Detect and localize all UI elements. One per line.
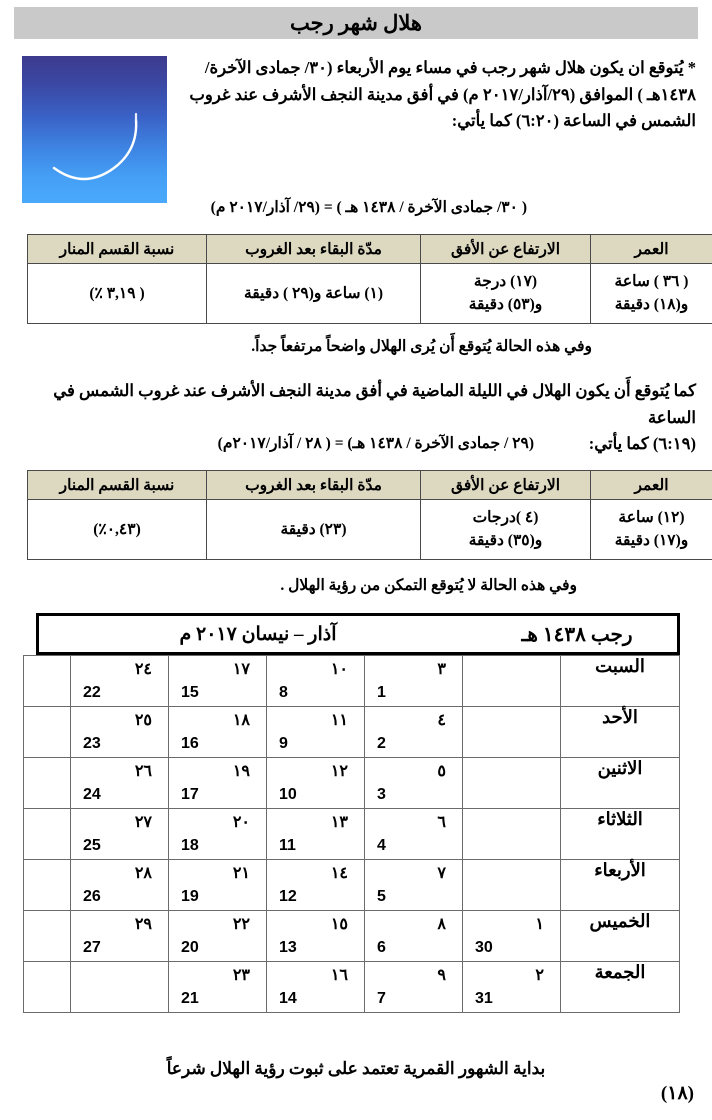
table-2-date-caption: (٢٩ / جمادى الآخرة / ١٤٣٨ هـ) = ( ٢٨ / آذار/٢٠١٧م) bbox=[217, 435, 534, 452]
visibility-note-primary: وفي هذه الحالة يُتوقع أَن يُرى الهلال واضحاً مرتفعاً جداً. bbox=[251, 338, 592, 355]
hijri-day-number: ١٧ bbox=[232, 661, 250, 678]
gregorian-day-number: 17 bbox=[181, 786, 199, 803]
gregorian-day-number: 21 bbox=[181, 990, 199, 1007]
calendar-date-cell[interactable] bbox=[169, 656, 267, 707]
calendar-date-cell[interactable] bbox=[365, 809, 463, 860]
column-header-illumination: نسبة القسم المنار bbox=[28, 235, 207, 264]
calendar-day-name: السبت bbox=[561, 656, 680, 707]
calendar-date-cell[interactable] bbox=[24, 707, 71, 758]
gregorian-day-number: 19 bbox=[181, 888, 199, 905]
gregorian-day-number: 5 bbox=[377, 888, 386, 905]
hijri-day-number: ٢٦ bbox=[134, 763, 152, 780]
cell-altitude-line-1: (١٧) درجة bbox=[473, 273, 538, 291]
paragraph-2-line-1: كما يُتوقع أَن يكون الهلال في الليلة الماضية في أفق مدينة النجف الأشرف عند غروب الشمس في الساعة bbox=[53, 381, 696, 427]
calendar-day-name: الأحد bbox=[561, 707, 680, 758]
calendar-date-cell[interactable] bbox=[24, 911, 71, 962]
calendar-week-row bbox=[24, 707, 680, 758]
calendar-date-cell[interactable] bbox=[365, 860, 463, 911]
gregorian-day-number: 7 bbox=[377, 990, 386, 1007]
calendar-date-cell[interactable] bbox=[267, 809, 365, 860]
column-header-altitude: الارتفاع عن الأفق bbox=[421, 471, 591, 500]
calendar-date-cell[interactable] bbox=[24, 809, 71, 860]
calendar-date-cell[interactable] bbox=[365, 758, 463, 809]
calendar-date-cell[interactable] bbox=[169, 707, 267, 758]
gregorian-day-number: 13 bbox=[279, 939, 297, 956]
calendar-date-cell[interactable] bbox=[24, 656, 71, 707]
page-header-banner bbox=[14, 7, 698, 39]
cell-altitude bbox=[421, 264, 591, 324]
calendar-date-cell[interactable] bbox=[169, 962, 267, 1013]
gregorian-day-number: 6 bbox=[377, 939, 386, 956]
column-header-altitude: الارتفاع عن الأفق bbox=[421, 235, 591, 264]
calendar-week-row bbox=[24, 911, 680, 962]
gregorian-day-number: 27 bbox=[83, 939, 101, 956]
paragraph-1-line-1: * يُتوقع ان يكون هلال شهر رجب في مساء يوم الأربعاء (٣٠/ جمادى الآخرة/ bbox=[204, 58, 696, 77]
cell-altitude-line-2: و(٣٥) دقيقة bbox=[468, 531, 543, 549]
hijri-day-number: ٦ bbox=[437, 814, 446, 831]
calendar-week-row bbox=[24, 809, 680, 860]
calendar-date-cell[interactable] bbox=[169, 911, 267, 962]
calendar-date-cell[interactable] bbox=[24, 962, 71, 1013]
hijri-day-number: ٢٤ bbox=[134, 661, 152, 678]
gregorian-day-number: 23 bbox=[83, 735, 101, 752]
hijri-day-number: ١٥ bbox=[330, 916, 348, 933]
cell-duration: (١) ساعة و(٢٩ ) دقيقة bbox=[207, 264, 421, 324]
calendar-day-name: الثلاثاء bbox=[561, 809, 680, 860]
cell-altitude-line-1: (٤ )درجات bbox=[472, 509, 539, 527]
column-header-illumination: نسبة القسم المنار bbox=[28, 471, 207, 500]
cell-altitude-line-2: و(٥٣) دقيقة bbox=[468, 295, 543, 313]
hijri-day-number: ٢٠ bbox=[232, 814, 250, 831]
calendar-gregorian-title: آذار – نيسان ٢٠١٧ م bbox=[179, 623, 337, 645]
calendar-date-cell[interactable] bbox=[169, 758, 267, 809]
hijri-day-number: ٥ bbox=[437, 763, 446, 780]
calendar-date-cell[interactable] bbox=[463, 860, 561, 911]
calendar-date-cell[interactable] bbox=[71, 758, 169, 809]
monthly-calendar bbox=[36, 613, 680, 1013]
calendar-date-cell[interactable] bbox=[267, 707, 365, 758]
hijri-day-number: ٨ bbox=[437, 916, 446, 933]
calendar-week-row bbox=[24, 962, 680, 1013]
hijri-day-number: ١٤ bbox=[330, 865, 348, 882]
gregorian-day-number: 3 bbox=[377, 786, 386, 803]
calendar-date-cell[interactable] bbox=[267, 758, 365, 809]
hijri-day-number: ٢٧ bbox=[134, 814, 152, 831]
gregorian-day-number: 15 bbox=[181, 684, 199, 701]
page-number: (١٨) bbox=[660, 1083, 694, 1104]
gregorian-day-number: 24 bbox=[83, 786, 101, 803]
calendar-date-cell[interactable] bbox=[365, 656, 463, 707]
cell-illumination: (٠,٤٣٪) bbox=[28, 500, 207, 560]
hijri-day-number: ١٩ bbox=[232, 763, 250, 780]
visibility-note-secondary: وفي هذه الحالة لا يُتوقع التمكن من رؤية الهلال . bbox=[280, 577, 577, 594]
gregorian-day-number: 2 bbox=[377, 735, 386, 752]
calendar-grid bbox=[23, 655, 680, 1013]
calendar-day-name: الاثنين bbox=[561, 758, 680, 809]
calendar-date-cell[interactable] bbox=[463, 809, 561, 860]
gregorian-day-number: 25 bbox=[83, 837, 101, 854]
hijri-day-number: ١ bbox=[535, 916, 544, 933]
calendar-date-cell[interactable] bbox=[267, 656, 365, 707]
hijri-day-number: ٢ bbox=[535, 967, 544, 984]
calendar-title-bar bbox=[36, 613, 680, 655]
paragraph-1-line-3: الشمس في الساعة (٦:٢٠) كما يأتي: bbox=[451, 111, 696, 131]
calendar-week-row bbox=[24, 860, 680, 911]
gregorian-day-number: 30 bbox=[475, 939, 493, 956]
gregorian-day-number: 4 bbox=[377, 837, 386, 854]
gregorian-day-number: 20 bbox=[181, 939, 199, 956]
hijri-day-number: ٢١ bbox=[232, 865, 250, 882]
gregorian-day-number: 10 bbox=[279, 786, 297, 803]
hijri-day-number: ٢٨ bbox=[134, 865, 152, 882]
calendar-date-cell[interactable] bbox=[169, 860, 267, 911]
calendar-date-cell[interactable] bbox=[71, 962, 169, 1013]
cell-age-line-1: (١٢) ساعة bbox=[618, 509, 685, 527]
calendar-day-name: الأربعاء bbox=[561, 860, 680, 911]
column-header-duration: مدّة البقاء بعد الغروب bbox=[207, 471, 421, 500]
gregorian-day-number: 18 bbox=[181, 837, 199, 854]
hijri-day-number: ١٨ bbox=[232, 712, 250, 729]
calendar-date-cell[interactable] bbox=[365, 962, 463, 1013]
calendar-date-cell[interactable] bbox=[71, 911, 169, 962]
calendar-date-cell[interactable] bbox=[463, 962, 561, 1013]
calendar-week-row bbox=[24, 758, 680, 809]
hijri-day-number: ٤ bbox=[437, 712, 446, 729]
cell-age-line-2: و(١٧) دقيقة bbox=[614, 531, 689, 549]
gregorian-day-number: 26 bbox=[83, 888, 101, 905]
calendar-date-cell[interactable] bbox=[267, 911, 365, 962]
cell-age bbox=[591, 500, 712, 560]
calendar-week-row bbox=[24, 656, 680, 707]
forecast-paragraph-primary bbox=[178, 55, 696, 135]
calendar-date-cell[interactable] bbox=[24, 860, 71, 911]
gregorian-day-number: 1 bbox=[377, 684, 386, 701]
gregorian-day-number: 22 bbox=[83, 684, 101, 701]
calendar-date-cell[interactable] bbox=[463, 707, 561, 758]
calendar-date-cell[interactable] bbox=[463, 911, 561, 962]
calendar-date-cell[interactable] bbox=[267, 860, 365, 911]
cell-illumination: ( ٣,١٩ ٪) bbox=[28, 264, 207, 324]
cell-age-line-2: و(١٨) دقيقة bbox=[614, 295, 689, 313]
table-row bbox=[28, 500, 712, 560]
calendar-date-cell[interactable] bbox=[71, 707, 169, 758]
hijri-day-number: ١٢ bbox=[330, 763, 348, 780]
cell-age bbox=[591, 264, 712, 324]
calendar-day-name: الجمعة bbox=[561, 962, 680, 1013]
paragraph-2-line-2: (٦:١٩) كما يأتي: bbox=[588, 434, 696, 454]
calendar-day-name: الخميس bbox=[561, 911, 680, 962]
cell-altitude bbox=[421, 500, 591, 560]
calendar-date-cell[interactable] bbox=[463, 758, 561, 809]
hijri-day-number: ٩ bbox=[437, 967, 446, 984]
calendar-date-cell[interactable] bbox=[365, 911, 463, 962]
calendar-date-cell[interactable] bbox=[267, 962, 365, 1013]
gregorian-day-number: 8 bbox=[279, 684, 288, 701]
calendar-date-cell[interactable] bbox=[463, 656, 561, 707]
hijri-day-number: ٢٢ bbox=[232, 916, 250, 933]
hijri-day-number: ٢٣ bbox=[232, 967, 250, 984]
table-header-row bbox=[28, 471, 712, 500]
column-header-age: العمر bbox=[591, 471, 712, 500]
calendar-date-cell[interactable] bbox=[169, 809, 267, 860]
hijri-day-number: ٧ bbox=[437, 865, 446, 882]
cell-age-line-1: ( ٣٦ ) ساعة bbox=[614, 273, 689, 291]
column-header-age: العمر bbox=[591, 235, 712, 264]
table-1-date-caption: ( ٣٠/ جمادى الآخرة / ١٤٣٨ هـ ) = (٢٩/ آذار/٢٠١٧ م) bbox=[210, 199, 527, 216]
gregorian-day-number: 9 bbox=[279, 735, 288, 752]
column-header-duration: مدّة البقاء بعد الغروب bbox=[207, 235, 421, 264]
page-title: هلال شهر رجب bbox=[290, 10, 422, 35]
calendar-date-cell[interactable] bbox=[71, 656, 169, 707]
crescent-moon-image bbox=[22, 56, 167, 203]
hijri-day-number: ٢٩ bbox=[134, 916, 152, 933]
paragraph-1-line-2: ١٤٣٨هـ ) الموافق (٢٩/آذار/٢٠١٧ م) في أفق مدينة النجف الأشرف عند غروب bbox=[189, 84, 696, 104]
hijri-day-number: ١٦ bbox=[330, 967, 348, 984]
calendar-date-cell[interactable] bbox=[71, 809, 169, 860]
calendar-date-cell[interactable] bbox=[24, 758, 71, 809]
table-row bbox=[28, 264, 712, 324]
calendar-hijri-title: رجب ١٤٣٨ هـ bbox=[521, 623, 633, 646]
calendar-date-cell[interactable] bbox=[71, 860, 169, 911]
hijri-day-number: ١٠ bbox=[330, 661, 348, 678]
gregorian-day-number: 14 bbox=[279, 990, 297, 1007]
hijri-day-number: ٣ bbox=[437, 661, 446, 678]
calendar-date-cell[interactable] bbox=[365, 707, 463, 758]
calendar-footnote: بداية الشهور القمرية تعتمد على ثبوت رؤية الهلال شرعاً bbox=[166, 1059, 546, 1078]
gregorian-day-number: 12 bbox=[279, 888, 297, 905]
gregorian-day-number: 31 bbox=[475, 990, 493, 1007]
hilal-data-table-secondary bbox=[27, 470, 712, 560]
cell-duration: (٢٣) دقيقة bbox=[207, 500, 421, 560]
hijri-day-number: ٢٥ bbox=[134, 712, 152, 729]
hijri-day-number: ١٣ bbox=[330, 814, 348, 831]
hijri-day-number: ١١ bbox=[330, 712, 348, 729]
table-header-row bbox=[28, 235, 712, 264]
gregorian-day-number: 16 bbox=[181, 735, 199, 752]
gregorian-day-number: 11 bbox=[279, 837, 296, 854]
hilal-data-table-primary bbox=[27, 234, 712, 324]
